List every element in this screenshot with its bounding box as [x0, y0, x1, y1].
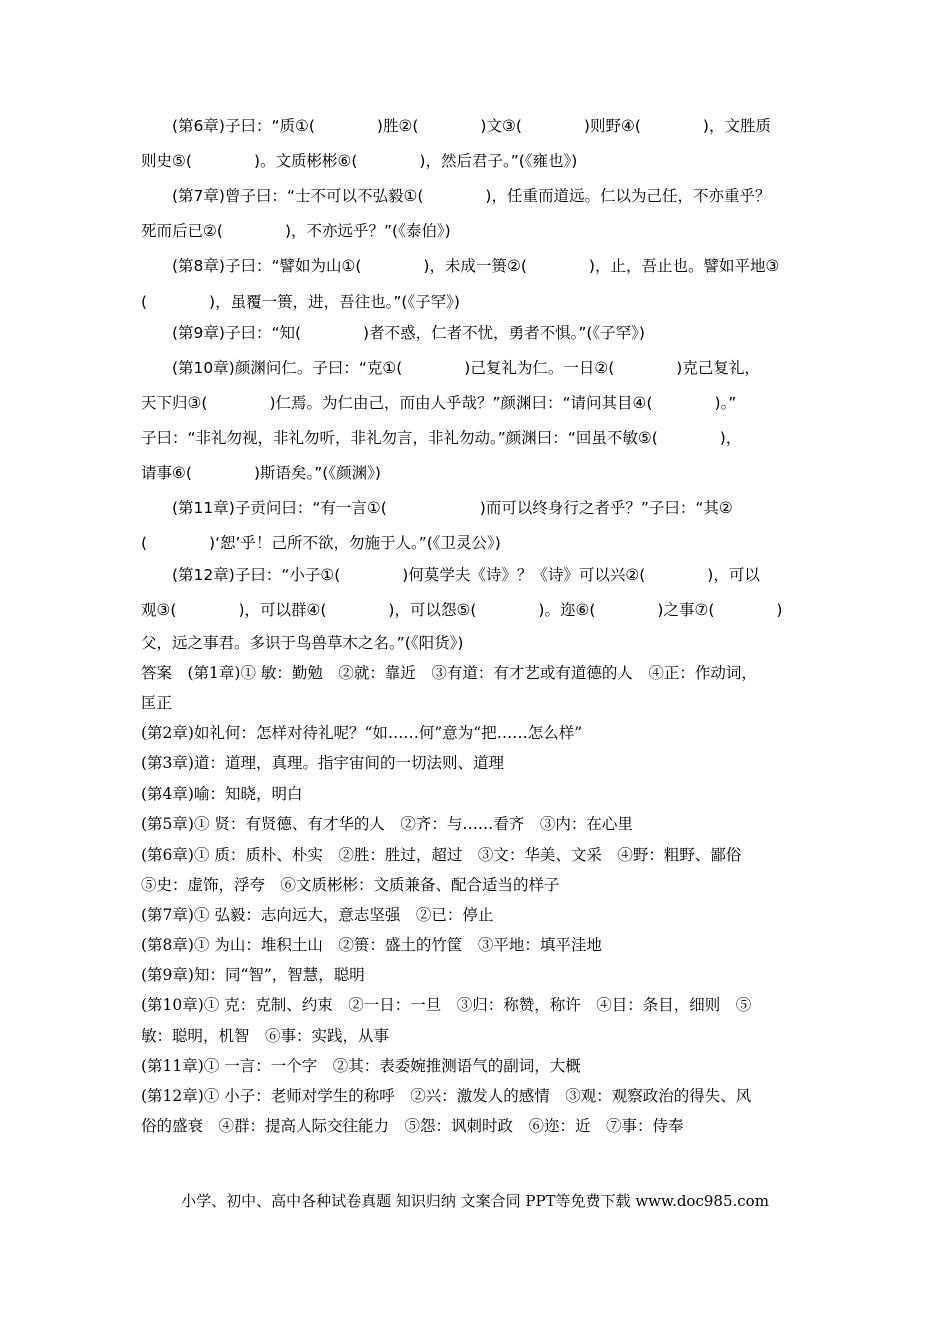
footer-text: 小学、初中、高中各种试卷真题 知识归纳 文案合同 PPT等免费下载 www.doc985.com	[181, 1192, 769, 1210]
answer-line: (第9章)知：同“智”，智慧，聪明	[141, 966, 365, 984]
answer-line: (第4章)喻：知晓，明白	[141, 785, 303, 803]
answer-line: (第7章)① 弘毅：志向远大，意志坚强 ②已：停止	[141, 906, 494, 924]
question-line: (第12章)子曰：“小子①( )何莫学夫《诗》？《诗》可以兴②( )，可以	[141, 566, 760, 584]
question-line: 观③( )，可以群④( )，可以怨⑤( )。迩⑥( )之事⑦( )	[141, 601, 783, 619]
answer-line: (第3章)道：道理，真理。指宇宙间的一切法则、道理	[141, 754, 504, 772]
question-line: ( )，虽覆一篑，进，吾往也。”(《子罕》)	[141, 293, 460, 311]
answer-line: 俗的盛衰 ④群：提高人际交往能力 ⑤怨：讽刺时政 ⑥迩：近 ⑦事：侍奉	[141, 1117, 684, 1135]
answer-line: (第6章)① 质：质朴、朴实 ②胜：胜过，超过 ③文：华美、文采 ④野：粗野、鄙俗	[141, 846, 742, 864]
question-line: (第11章)子贡问曰：“有一言①( )而可以终身行之者乎？”子曰：“其②	[141, 499, 733, 517]
answer-line: 敏：聪明，机智 ⑥事：实践，从事	[141, 1027, 390, 1045]
answer-line: (第10章)① 克：克制、约束 ②一日：一旦 ③归：称赞，称许 ④目：条目，细则 ⑤	[141, 996, 752, 1014]
answer-line: 匡正	[141, 694, 173, 712]
question-line: (第10章)颜渊问仁。子曰：“克①( )己复礼为仁。一日②( )克己复礼，	[141, 359, 760, 377]
answer-line: (第2章)如礼何：怎样对待礼呢？“如……何”意为“把……怎么样”	[141, 724, 583, 742]
answer-line: ⑤史：虚饰，浮夸 ⑥文质彬彬：文质兼备、配合适当的样子	[141, 876, 560, 894]
question-line: 则史⑤( )。文质彬彬⑥( )，然后君子。”(《雍也》)	[141, 152, 578, 170]
question-line: 请事⑥( )斯语矣。”(《颜渊》)	[141, 464, 381, 482]
question-line: 死而后已②( )，不亦远乎？”(《泰伯》)	[141, 222, 451, 240]
question-line: 父，远之事君。多识于鸟兽草木之名。”(《阳货》)	[141, 634, 464, 652]
answer-line: (第12章)① 小子：老师对学生的称呼 ②兴：激发人的感情 ③观：观察政治的得失、风	[141, 1087, 752, 1105]
answer-line: (第5章)① 贤：有贤德、有才华的人 ②齐：与……看齐 ③内：在心里	[141, 815, 633, 833]
question-line: (第7章)曾子曰：“士不可以不弘毅①( )，任重而道远。仁以为己任，不亦重乎？	[141, 187, 771, 205]
answer-line: (第11章)① 一言：一个字 ②其：表委婉推测语气的副词，大概	[141, 1057, 581, 1075]
question-line: (第6章)子曰：“质①( )胜②( )文③( )则野④( )，文胜质	[141, 117, 771, 135]
question-line: 天下归③( )仁焉。为仁由己，而由人乎哉？”颜渊曰：“请问其目④( )。”	[141, 394, 737, 412]
question-line: (第8章)子曰：“譬如为山①( )，未成一篑②( )，止，吾止也。譬如平地③	[141, 257, 780, 275]
question-line: ( )‘恕’乎！己所不欲，勿施于人。”(《卫灵公》)	[141, 534, 501, 552]
question-line: 子曰：“非礼勿视，非礼勿听，非礼勿言，非礼勿动。”颜渊曰：“回虽不敏⑤( )，	[141, 429, 742, 447]
question-line: (第9章)子曰：“知( )者不惑，仁者不忧，勇者不惧。”(《子罕》)	[141, 324, 645, 342]
answer-line: (第8章)① 为山：堆积土山 ②篑：盛土的竹筐 ③平地：填平洼地	[141, 936, 602, 954]
answer-line: 答案 (第1章)① 敏：勤勉 ②就：靠近 ③有道：有才艺或有道德的人 ④正：作动词，	[141, 664, 757, 682]
